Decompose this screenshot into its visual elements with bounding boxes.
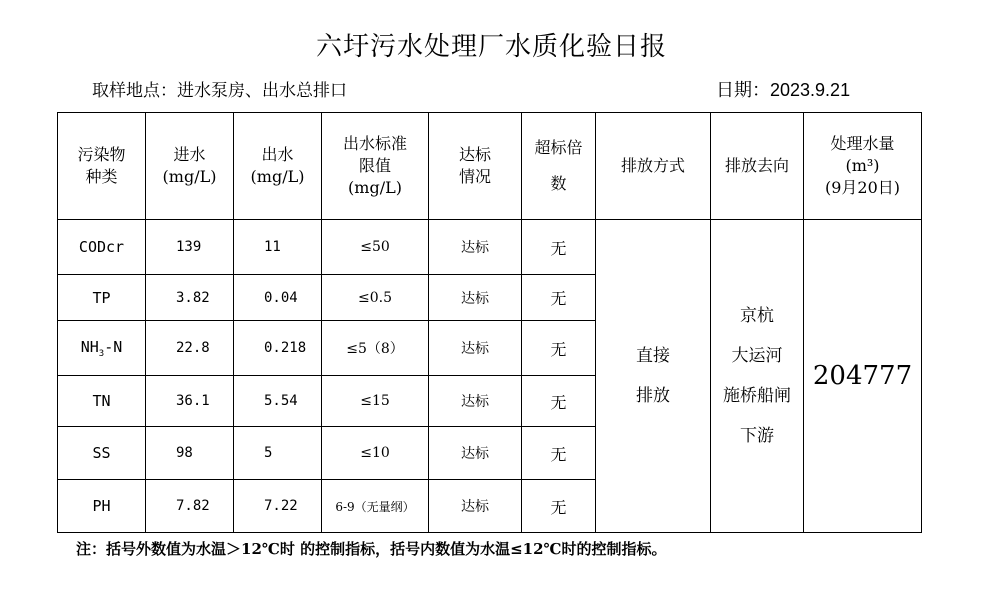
table-row xyxy=(58,220,922,275)
header-standard: 出水标准 限值 (mg/L) xyxy=(322,113,429,220)
header-exceed: 超标倍 数 xyxy=(522,113,596,220)
pollutant-cell: TP xyxy=(58,275,146,321)
exceed-cell: 无 xyxy=(522,480,596,533)
limit-cell: ≤10 xyxy=(322,427,429,480)
status-cell: 达标 xyxy=(429,480,522,533)
header-volume: 处理水量 (m³) (9月20日) xyxy=(804,113,922,220)
exceed-cell: 无 xyxy=(522,427,596,480)
exceed-cell: 无 xyxy=(522,376,596,427)
outflow-cell: 0.218 xyxy=(234,321,322,376)
exceed-cell: 无 xyxy=(522,220,596,275)
outflow-cell: 5 xyxy=(234,427,322,480)
inflow-cell: 3.82 xyxy=(146,275,234,321)
outflow-cell: 0.04 xyxy=(234,275,322,321)
report-title: 六圩污水处理厂水质化验日报 xyxy=(315,32,667,62)
status-cell: 达标 xyxy=(429,427,522,480)
pollutant-cell: $NH_3-N$ xyxy=(58,321,146,376)
limit-cell: 6-9（无量纲） xyxy=(322,480,429,533)
header-row xyxy=(58,113,922,220)
footnote: 注：括号外数值为水温＞12℃时 的控制指标，括号内数值为水温≤12℃时的控制指标。 xyxy=(76,540,667,558)
report-date: 日期：2023.9.21 xyxy=(716,80,851,100)
exceed-cell: 无 xyxy=(522,275,596,321)
inflow-cell: 7.82 xyxy=(146,480,234,533)
header-discharge-method: 排放方式 xyxy=(596,113,711,220)
pollutant-cell: SS xyxy=(58,427,146,480)
status-cell: 达标 xyxy=(429,376,522,427)
pollutant-cell: CODcr xyxy=(58,220,146,275)
header-discharge-dest: 排放去向 xyxy=(711,113,804,220)
status-cell: 达标 xyxy=(429,321,522,376)
inflow-cell: 98 xyxy=(146,427,234,480)
header-inflow: 进水 (mg/L) xyxy=(146,113,234,220)
water-quality-table xyxy=(57,112,922,533)
header-pollutant: 污染物 种类 xyxy=(58,113,146,220)
limit-cell: ≤0.5 xyxy=(322,275,429,321)
discharge-dest-cell: 京杭 大运河 施桥船闸 下游 xyxy=(711,220,804,533)
header-status: 达标 情况 xyxy=(429,113,522,220)
status-cell: 达标 xyxy=(429,220,522,275)
inflow-cell: 36.1 xyxy=(146,376,234,427)
sampling-location: 取样地点：进水泵房、出水总排口 xyxy=(92,81,347,101)
pollutant-cell: PH xyxy=(58,480,146,533)
outflow-cell: 5.54 xyxy=(234,376,322,427)
inflow-cell: 22.8 xyxy=(146,321,234,376)
status-cell: 达标 xyxy=(429,275,522,321)
inflow-cell: 139 xyxy=(146,220,234,275)
limit-cell: ≤5（8） xyxy=(322,321,429,376)
pollutant-cell: TN xyxy=(58,376,146,427)
limit-cell: ≤50 xyxy=(322,220,429,275)
header-outflow: 出水 (mg/L) xyxy=(234,113,322,220)
limit-cell: ≤15 xyxy=(322,376,429,427)
outflow-cell: 11 xyxy=(234,220,322,275)
discharge-method-cell: 直接 排放 xyxy=(596,220,711,533)
exceed-cell: 无 xyxy=(522,321,596,376)
outflow-cell: 7.22 xyxy=(234,480,322,533)
volume-cell: 204777 xyxy=(804,220,922,533)
